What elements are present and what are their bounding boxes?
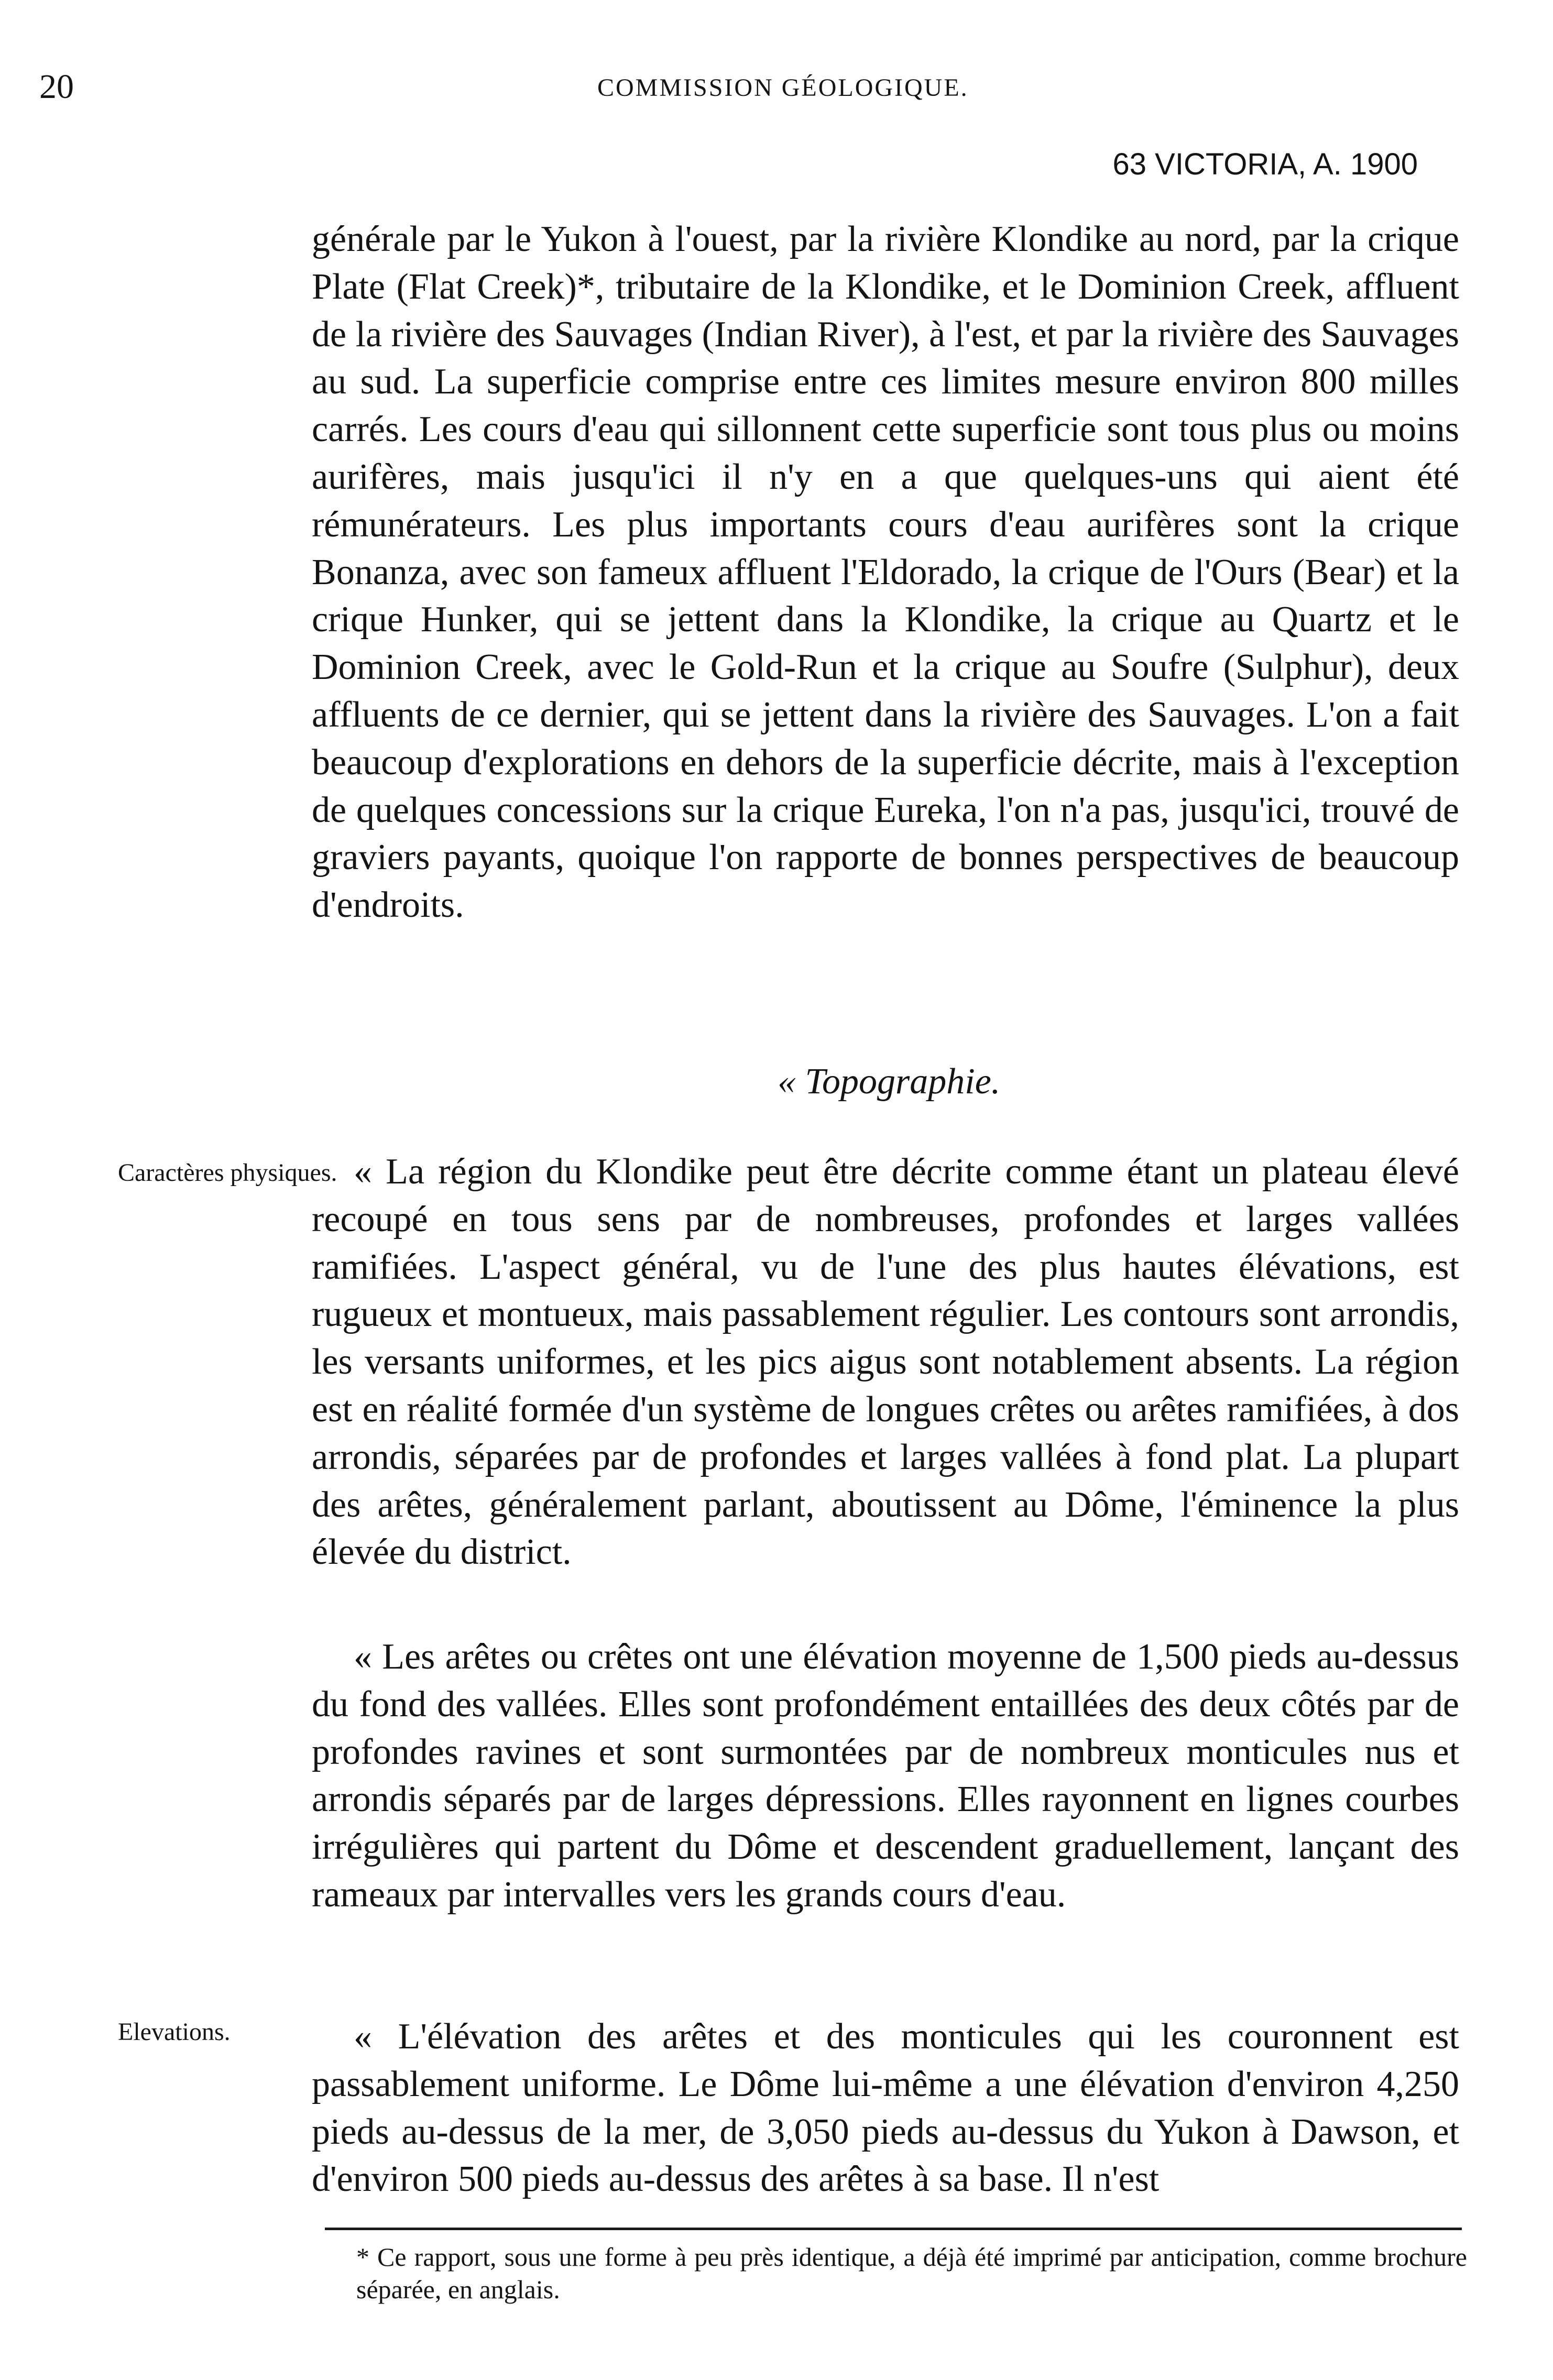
session-label: 63 VICTORIA, A. 1900 xyxy=(1112,147,1418,181)
page-number: 20 xyxy=(39,68,74,106)
body-paragraph-3 xyxy=(312,1633,1459,1919)
paragraph-text: générale par le Yukon à l'ouest, par la rivière Klondike au nord, par la crique Plate (Flat Creek)*, tributaire de la Klondike, et le Dominion Creek, affluent de la rivière des Sauvages (Indian River), à l'est, et par la rivière des Sauvages au sud. La superficie comprise entre ces limites mesure environ 800 milles carrés. Les cours d'eau qui sillonnent cette superficie sont tous plus ou moins aurifères, mais jusqu'ici il n'y en a que quelques-uns qui aient été rémunérateurs. Les plus importants cours d'eau aurifères sont la crique Bonanza, avec son fameux affluent l'Eldorado, la crique de l'Ours (Bear) et la crique Hunker, qui se jettent dans la Klondike, la crique au Quartz et le Dominion Creek, avec le Gold-Run et la crique au Soufre (Sulphur), deux affluents de ce dernier, qui se jettent dans la rivière des Sauvages. L'on a fait beaucoup d'explorations en dehors de la superficie décrite, mais à l'exception de quelques concessions sur la crique Eureka, l'on n'a pas, jusqu'ici, trouvé de graviers payants, quoique l'on rapporte de bonnes perspectives de beaucoup d'endroits. xyxy=(312,219,1459,926)
paragraph-text: « Les arêtes ou crêtes ont une élévation moyenne de 1,500 pieds au-dessus du fond des vallées. Elles sont profondément entaillées des deux côtés par de profondes ravines et sont surmontées par de nombreux monticules nus et arrondis séparés par de larges dépressions. Elles rayonnent en lignes courbes irrégulières qui partent du Dôme et descendent graduellement, lançant des rameaux par intervalles vers les grands cours d'eau. xyxy=(312,1637,1459,1915)
paragraph-text: « La région du Klondike peut être décrite comme étant un plateau élevé recoupé en tous sens par de nombreuses, profondes et larges vallées ramifiées. L'aspect général, vu de l'une des plus hautes élévations, est rugueux et montueux, mais passablement régulier. Les contours sont arrondis, les versants uniformes, et les pics aigus sont notablement absents. La région est en réalité formée d'un système de longues crêtes ou arêtes ramifiées, à dos arrondis, séparées par de profondes et larges vallées à fond plat. La plupart des arêtes, généralement parlant, aboutissent au Dôme, l'éminence la plus élevée du district. xyxy=(312,1151,1459,1573)
paragraph-text: « L'élévation des arêtes et des monticules qui les couronnent est passablement uniforme. Le Dôme lui-même a une élévation d'environ 4,250 pieds au-dessus de la mer, de 3,050 pieds au-dessus du Yukon à Dawson, et d'environ 500 pieds au-dessus des arêtes à sa base. Il n'est xyxy=(312,2016,1459,2200)
section-heading: « Topographie. xyxy=(778,1061,1001,1102)
margin-note-physical: Caractères physiques. xyxy=(118,1159,337,1187)
body-paragraph-2 xyxy=(312,1148,1459,1576)
body-paragraph-1 xyxy=(312,216,1459,929)
footnote-rule xyxy=(325,2228,1462,2230)
footnote: * Ce rapport, sous une forme à peu près identique, a déjà été imprimé par anticipation, comme brochure séparée, en anglais. xyxy=(356,2242,1467,2304)
running-head: COMMISSION GÉOLOGIQUE. xyxy=(597,74,969,102)
body-paragraph-4 xyxy=(312,2013,1459,2203)
margin-note-elevations: Elevations. xyxy=(118,2018,231,2046)
